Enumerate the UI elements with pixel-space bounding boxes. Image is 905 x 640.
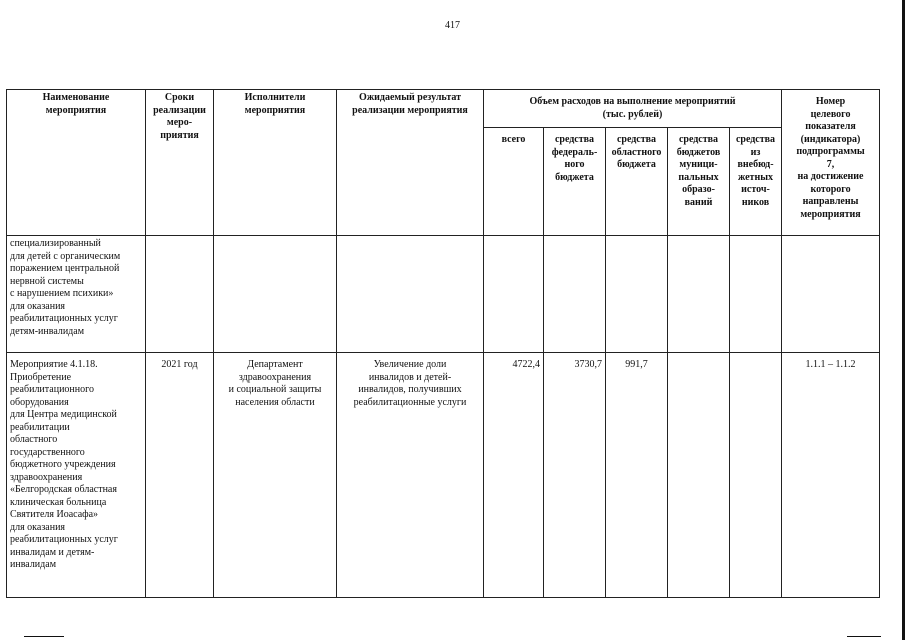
row-indicator xyxy=(782,236,880,353)
scan-mark-right xyxy=(847,636,881,637)
row-extrabudget xyxy=(730,236,782,353)
header-regional: средства областного бюджета xyxy=(606,128,668,236)
header-result: Ожидаемый результат реализации мероприятия xyxy=(337,90,484,236)
row-name: Мероприятие 4.1.18. Приобретение реабилитационного оборудования для Центра медицинской реабилитации областного государственного бюджетного учреждения здравоохранения «Белгородская областная клиническая больница Святителя Иоасафа» для оказания реабилитационных услуг инвалидам и детям- инвалидам xyxy=(7,353,146,598)
row-timing xyxy=(146,236,214,353)
header-executors: Исполнители мероприятия xyxy=(214,90,337,236)
row-total xyxy=(484,236,544,353)
row-timing: 2021 год xyxy=(146,353,214,598)
header-timing: Сроки реализации меро- приятия xyxy=(146,90,214,236)
header-expenses-group: Объем расходов на выполнение мероприятий (тыс. рублей) xyxy=(484,90,782,128)
row-executors: Департамент здравоохранения и социальной защиты населения области xyxy=(214,353,337,598)
row-indicator: 1.1.1 – 1.1.2 xyxy=(782,353,880,598)
header-municipal: средства бюджетов муници- пальных образо- ваний xyxy=(668,128,730,236)
header-indicator: Номер целевого показателя (индикатора) подпрограммы 7, на достижение которого направлены мероприятия xyxy=(782,90,880,236)
header-federal: средства федераль- ного бюджета xyxy=(544,128,606,236)
row-regional: 991,7 xyxy=(606,353,668,598)
header-row-1 xyxy=(7,90,880,128)
header-extrabudget: средства из внебюд- жетных источ- ников xyxy=(730,128,782,236)
row-regional xyxy=(606,236,668,353)
row-municipal xyxy=(668,353,730,598)
row-name: специализированный для детей с органическим поражением центральной нервной системы с нарушением психики» для оказания реабилитационных услуг детям-инвалидам xyxy=(7,236,146,353)
row-executors xyxy=(214,236,337,353)
row-federal: 3730,7 xyxy=(544,353,606,598)
header-total: всего xyxy=(484,128,544,236)
header-name: Наименование мероприятия xyxy=(7,90,146,236)
page-number: 417 xyxy=(445,20,460,31)
row-result: Увеличение доли инвалидов и детей- инвалидов, получивших реабилитационные услуги xyxy=(337,353,484,598)
row-result xyxy=(337,236,484,353)
table-row xyxy=(7,236,880,353)
budget-table xyxy=(6,89,880,598)
table-row xyxy=(7,353,880,598)
scan-mark-left xyxy=(24,636,64,637)
row-total: 4722,4 xyxy=(484,353,544,598)
row-municipal xyxy=(668,236,730,353)
row-extrabudget xyxy=(730,353,782,598)
row-federal xyxy=(544,236,606,353)
